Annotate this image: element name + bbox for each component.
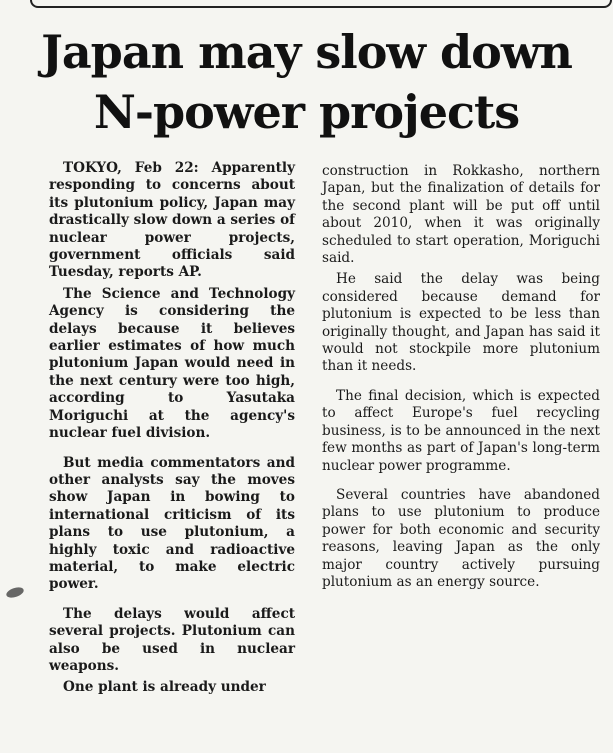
left-column — [49, 160, 295, 701]
paragraph: The delays would affect several projects. Plutonium can also be used in nuclear weapons. — [49, 605, 295, 674]
headline-line-2: N-power projects — [93, 85, 520, 139]
top-border-rule — [30, 0, 612, 8]
paragraph: Several countries have abandoned plans to use plutonium to produce power for both economic and security reasons, leaving Japan as the only major country actively pursuing plutonium as an energy source. — [322, 486, 600, 590]
right-column — [322, 163, 600, 595]
paragraph-continued: construction in Rokkasho, northern Japan, but the finalization of details for the second plant will be put off until about 2010, when it was originally scheduled to start operation, Moriguchi said. — [322, 163, 600, 267]
headline — [0, 22, 613, 142]
headline-line-1: Japan may slow down — [41, 25, 572, 79]
paragraph: He said the delay was being considered because demand for plutonium is expected to be less than originally thought, and Japan has said it would not stockpile more plutonium than it needs. — [322, 271, 600, 375]
paragraph-lede: TOKYO, Feb 22: Apparently responding to concerns about its plutonium policy, Japan may drastically slow down a series of nuclear power projects, government officials said Tuesday, reports AP. — [49, 160, 295, 281]
paragraph: The Science and Technology Agency is considering the delays because it believes earlier estimates of how much plutonium Japan would need in the next century were too high, according to Yasutaka Moriguchi at the agency's nuclear fuel division. — [49, 285, 295, 442]
paragraph: But media commentators and other analysts say the moves show Japan in bowing to international criticism of its plans to use plutonium, a highly toxic and radioactive material, to make electric power. — [49, 454, 295, 593]
scan-smudge-mark — [5, 585, 25, 599]
paragraph: One plant is already under — [63, 679, 266, 696]
paragraph: The final decision, which is expected to affect Europe's fuel recycling business, is to be announced in the next few months as part of Japan's long-term nuclear power programme. — [322, 387, 600, 474]
